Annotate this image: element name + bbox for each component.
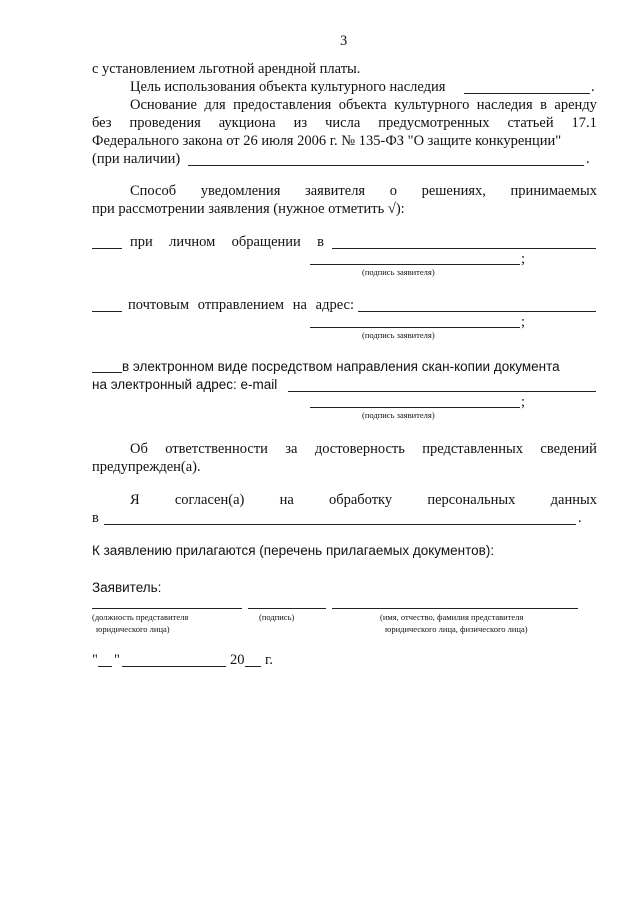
purpose-end: . bbox=[591, 79, 595, 95]
word: объекта bbox=[338, 97, 387, 113]
word: сведений bbox=[540, 441, 597, 457]
option3-signature-caption: (подпись заявителя) bbox=[362, 410, 435, 420]
word: принимаемых bbox=[510, 183, 597, 199]
word: предусмотренных bbox=[378, 115, 490, 131]
date-year-prefix: 20 bbox=[230, 652, 245, 668]
option3-email-field[interactable] bbox=[288, 391, 596, 392]
consent-prefix: в bbox=[92, 510, 99, 526]
page-number: 3 bbox=[340, 33, 348, 49]
option2-checkbox[interactable] bbox=[92, 311, 122, 312]
basis-field[interactable] bbox=[188, 165, 584, 166]
applicant-label: Заявитель: bbox=[92, 580, 162, 595]
line-lease-terms: с установлением льготной арендной платы. bbox=[92, 61, 361, 77]
if-any-label: (при наличии) bbox=[92, 151, 181, 167]
word: адрес: bbox=[315, 297, 354, 313]
word: предоставления bbox=[233, 97, 332, 113]
word: на bbox=[279, 492, 294, 508]
word: проведения bbox=[129, 115, 201, 131]
word: о bbox=[389, 183, 397, 199]
word: уведомления bbox=[200, 183, 281, 199]
option2-address-field[interactable] bbox=[358, 311, 596, 312]
date-day-field[interactable] bbox=[98, 666, 112, 667]
word: отправлением bbox=[197, 297, 285, 313]
option1-place-field[interactable] bbox=[332, 248, 596, 249]
option3-line2: на электронный адрес: e-mail bbox=[92, 377, 278, 392]
word: из bbox=[293, 115, 308, 131]
applicant-name-field[interactable] bbox=[332, 608, 578, 609]
word: числа bbox=[325, 115, 361, 131]
word: обработку bbox=[328, 492, 393, 508]
word: культурного bbox=[394, 97, 470, 113]
attachments-label: К заявлению прилагаются (перечень прилагаемых документов): bbox=[92, 543, 495, 558]
name-caption-1: (имя, отчество, фамилия представителя bbox=[380, 612, 524, 622]
word: Способ bbox=[130, 183, 177, 199]
word: на bbox=[292, 297, 307, 313]
word: в bbox=[540, 97, 547, 113]
consent-line bbox=[130, 492, 597, 508]
word: личном bbox=[169, 234, 216, 250]
word: Об bbox=[130, 441, 148, 457]
date-year-suffix: г. bbox=[265, 652, 273, 668]
word: в bbox=[317, 234, 324, 250]
word: согласен(а) bbox=[174, 492, 245, 508]
option3-line1: в электронном виде посредством направления скан-копии документа bbox=[122, 359, 560, 374]
word: Основание bbox=[130, 97, 197, 113]
date-year-field[interactable] bbox=[245, 666, 261, 667]
word: заявителя bbox=[304, 183, 366, 199]
consent-end: . bbox=[578, 510, 582, 526]
option1-signature-field[interactable] bbox=[310, 264, 520, 265]
signature-caption: (подпись) bbox=[259, 612, 295, 622]
word: аренду bbox=[554, 97, 597, 113]
word: статьей bbox=[507, 115, 554, 131]
date-quote-open: " bbox=[92, 652, 98, 668]
purpose-label: Цель использования объекта культурного наследия bbox=[130, 79, 446, 95]
responsibility-line bbox=[130, 441, 597, 457]
federal-law-line: Федерального закона от 26 июля 2006 г. № 135-ФЗ "О защите конкуренции" bbox=[92, 133, 562, 149]
name-caption-2: юридического лица, физического лица) bbox=[385, 624, 528, 634]
word: персональных bbox=[427, 492, 516, 508]
word: для bbox=[204, 97, 226, 113]
word: данных bbox=[550, 492, 597, 508]
date-quote-close: " bbox=[114, 652, 120, 668]
option3-checkbox[interactable] bbox=[92, 372, 122, 373]
basis-end: . bbox=[586, 151, 590, 167]
word: достоверность bbox=[314, 441, 405, 457]
word: без bbox=[92, 115, 112, 131]
option3-end: ; bbox=[521, 394, 526, 410]
position-caption-1: (должность представителя bbox=[92, 612, 189, 622]
word: Я bbox=[130, 492, 140, 508]
option1-checkbox[interactable] bbox=[92, 248, 122, 249]
applicant-signature-field[interactable] bbox=[248, 608, 326, 609]
responsibility-line-2: предупрежден(а). bbox=[92, 459, 201, 475]
word: наследия bbox=[476, 97, 533, 113]
option2-signature-caption: (подпись заявителя) bbox=[362, 330, 435, 340]
option2-label bbox=[128, 297, 354, 313]
notify-line bbox=[130, 183, 597, 199]
auction-line bbox=[92, 115, 597, 131]
option2-end: ; bbox=[521, 314, 526, 330]
option3-signature-field[interactable] bbox=[310, 407, 520, 408]
purpose-field[interactable] bbox=[464, 93, 590, 94]
word: почтовым bbox=[128, 297, 190, 313]
word: обращении bbox=[231, 234, 301, 250]
notify-line-2: при рассмотрении заявления (нужное отметить √): bbox=[92, 201, 405, 217]
consent-field[interactable] bbox=[104, 524, 576, 525]
basis-line bbox=[130, 97, 597, 113]
applicant-position-field[interactable] bbox=[92, 608, 242, 609]
word: аукциона bbox=[218, 115, 276, 131]
option1-signature-caption: (подпись заявителя) bbox=[362, 267, 435, 277]
option1-end: ; bbox=[521, 251, 526, 267]
word: представленных bbox=[422, 441, 524, 457]
word: ответственности bbox=[165, 441, 268, 457]
word: решениях, bbox=[421, 183, 486, 199]
word: 17.1 bbox=[571, 115, 597, 131]
date-month-field[interactable] bbox=[122, 666, 226, 667]
option2-signature-field[interactable] bbox=[310, 327, 520, 328]
position-caption-2: юридического лица) bbox=[96, 624, 170, 634]
word: за bbox=[285, 441, 298, 457]
word: при bbox=[130, 234, 153, 250]
option1-label bbox=[130, 234, 324, 250]
